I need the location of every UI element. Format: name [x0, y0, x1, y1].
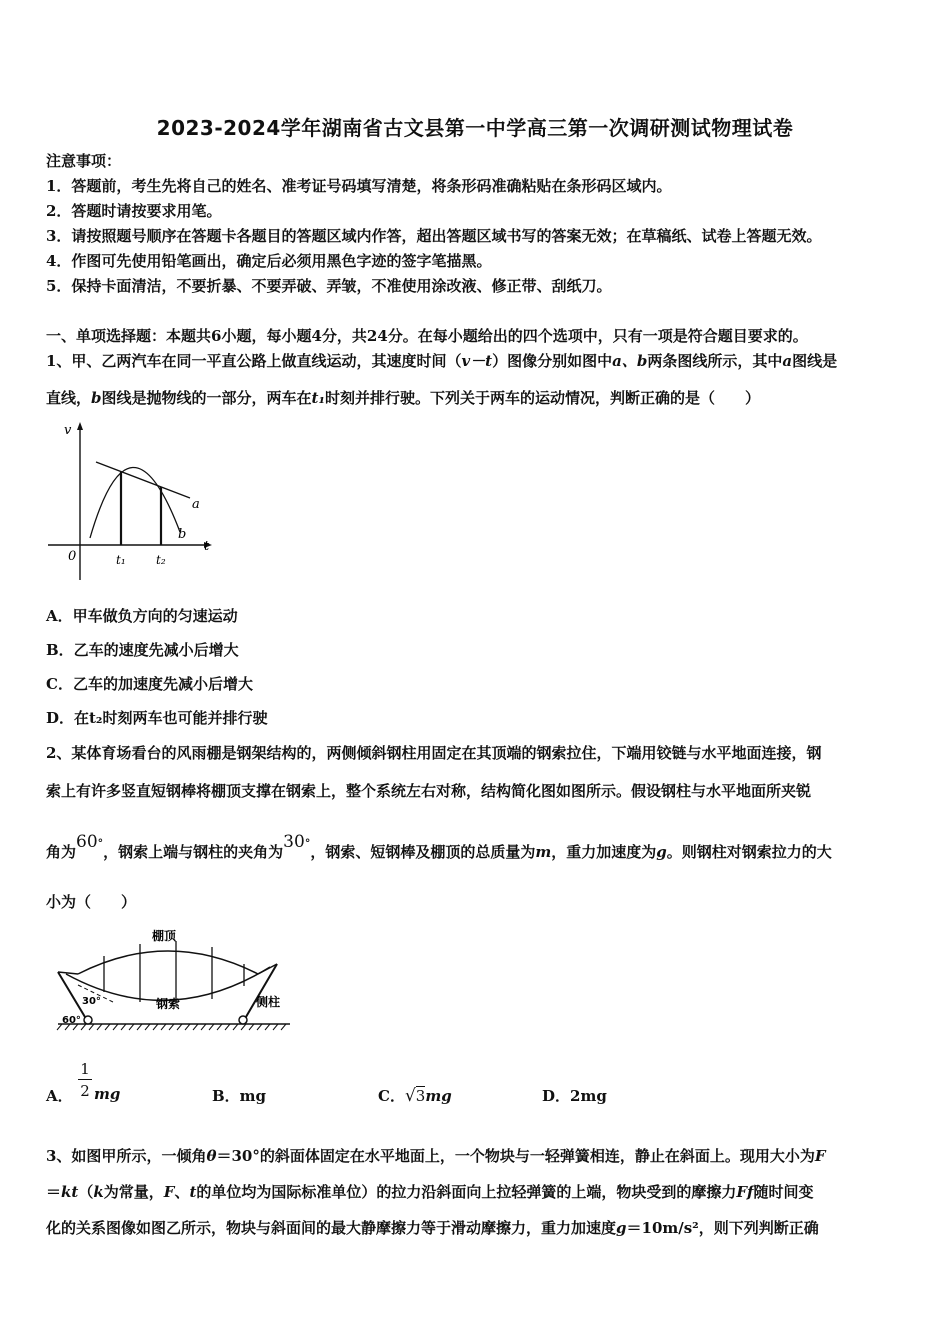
notice-item-4: 4．作图可先使用铅笔画出，确定后必须用黑色字迹的签字笔描黑。: [46, 252, 492, 270]
roof-arc: [78, 951, 258, 974]
angle-30-label: 30°: [82, 996, 101, 1007]
line-a: [96, 462, 190, 498]
q3-stem-line2: ＝kt（k为常量，F、t的单位均为国际标准单位）的拉力沿斜面向上拉轻弹簧的上端，物块受到的摩擦力Ff随时间变: [46, 1183, 814, 1201]
cable-label: 钢索: [156, 997, 181, 1011]
q2-option-a[interactable]: A．: [46, 1087, 73, 1105]
right-hinge: [239, 1016, 247, 1024]
q3-stem-line3: 化的关系图像如图乙所示，物块与斜面间的最大静摩擦力等于滑动摩擦力，重力加速度g＝10m/s²，则下列判断正确: [46, 1219, 819, 1237]
notice-item-2: 2．答题时请按要求用笔。: [46, 202, 222, 220]
q2-stem-line3: 角为60°，钢索上端与钢柱的夹角为30°，钢索、短钢棒及棚顶的总质量为m，重力加速度为g。则钢柱对钢索拉力的大: [46, 832, 832, 861]
q2-option-c[interactable]: C．√3mg: [378, 1086, 452, 1106]
a-label: a: [192, 497, 200, 512]
ground-hatching: [57, 1024, 286, 1030]
angle-60-label: 60°: [62, 1015, 81, 1026]
q2-stem-line2: 索上有许多竖直短钢棒将棚顶支撑在钢索上，整个系统左右对称，结构简化图如图所示。假设钢柱与水平地面所夹锐: [46, 782, 812, 800]
q1-option-a[interactable]: A．甲车做负方向的匀速运动: [46, 607, 238, 625]
origin-label: 0: [68, 549, 77, 564]
pillar-label: 侧柱: [256, 995, 281, 1009]
q2-option-b[interactable]: B．mg: [212, 1087, 267, 1105]
t1-label: t₁: [116, 553, 126, 567]
t2-label: t₂: [156, 553, 166, 567]
q1-option-c[interactable]: C．乙车的加速度先减小后增大: [46, 675, 253, 693]
q1-stem-line2: 直线，b图线是抛物线的一部分，两车在t₁时刻并排行驶。下列关于两车的运动情况，判断正确的是（ ）: [46, 389, 761, 407]
q3-stem-line1: 3、如图甲所示，一倾角θ＝30°的斜面体固定在水平地面上，一个物块与一轻弹簧相连，静止在斜面上。现用大小为F: [46, 1147, 826, 1165]
b-label: b: [178, 527, 187, 542]
roof-label: 棚顶: [152, 929, 177, 943]
section-1-heading: 一、单项选择题：本题共6小题，每小题4分，共24分。在每小题给出的四个选项中，只有一项是符合题目要求的。: [46, 327, 808, 345]
v-label: v: [64, 423, 72, 438]
q2-stem-line4: 小为（ ）: [46, 893, 137, 911]
q1-stem-line1: 1、甲、乙两汽车在同一平直公路上做直线运动，其速度时间（v－t）图像分别如图中a、b两条图线所示，其中a图线是: [46, 352, 838, 370]
exam-title: 2023-2024学年湖南省古文县第一中学高三第一次调研测试物理试卷: [156, 116, 794, 140]
notice-item-5: 5．保持卡面清洁，不要折暴、不要弄破、弄皱，不准使用涂改液、修正带、刮纸刀。: [46, 277, 612, 295]
q2-option-a-fraction: 1 2: [78, 1059, 92, 1102]
notice-item-1: 1．答题前，考生先将自己的姓名、准考证号码填写清楚，将条形码准确粘贴在条形码区域内。: [46, 177, 672, 195]
notice-heading: 注意事项：: [46, 152, 122, 170]
sqrt-icon: √: [404, 1086, 416, 1106]
q1-option-b[interactable]: B．乙车的速度先减小后增大: [46, 641, 239, 659]
q2-stem-line1: 2、某体育场看台的风雨棚是钢架结构的，两侧倾斜钢柱用固定在其顶端的钢索拉住，下端用铰链与水平地面连接，钢: [46, 744, 822, 762]
left-top-joint: [58, 972, 78, 974]
q2-option-a-mg: mg: [94, 1085, 121, 1103]
v-axis-arrow: [77, 422, 83, 430]
q1-vt-graph: [40, 420, 220, 590]
t-label: t: [204, 539, 210, 554]
q1-option-d[interactable]: D．在t₂时刻两车也可能并排行驶: [46, 709, 268, 727]
q2-option-d[interactable]: D．2mg: [542, 1087, 607, 1105]
q2-structure-diagram: [48, 922, 298, 1040]
notice-item-3: 3．请按照题号顺序在答题卡各题目的答题区域内作答，超出答题区域书写的答案无效；在草稿纸、试卷上答题无效。: [46, 227, 822, 245]
left-hinge: [84, 1016, 92, 1024]
curve-b: [90, 467, 180, 538]
